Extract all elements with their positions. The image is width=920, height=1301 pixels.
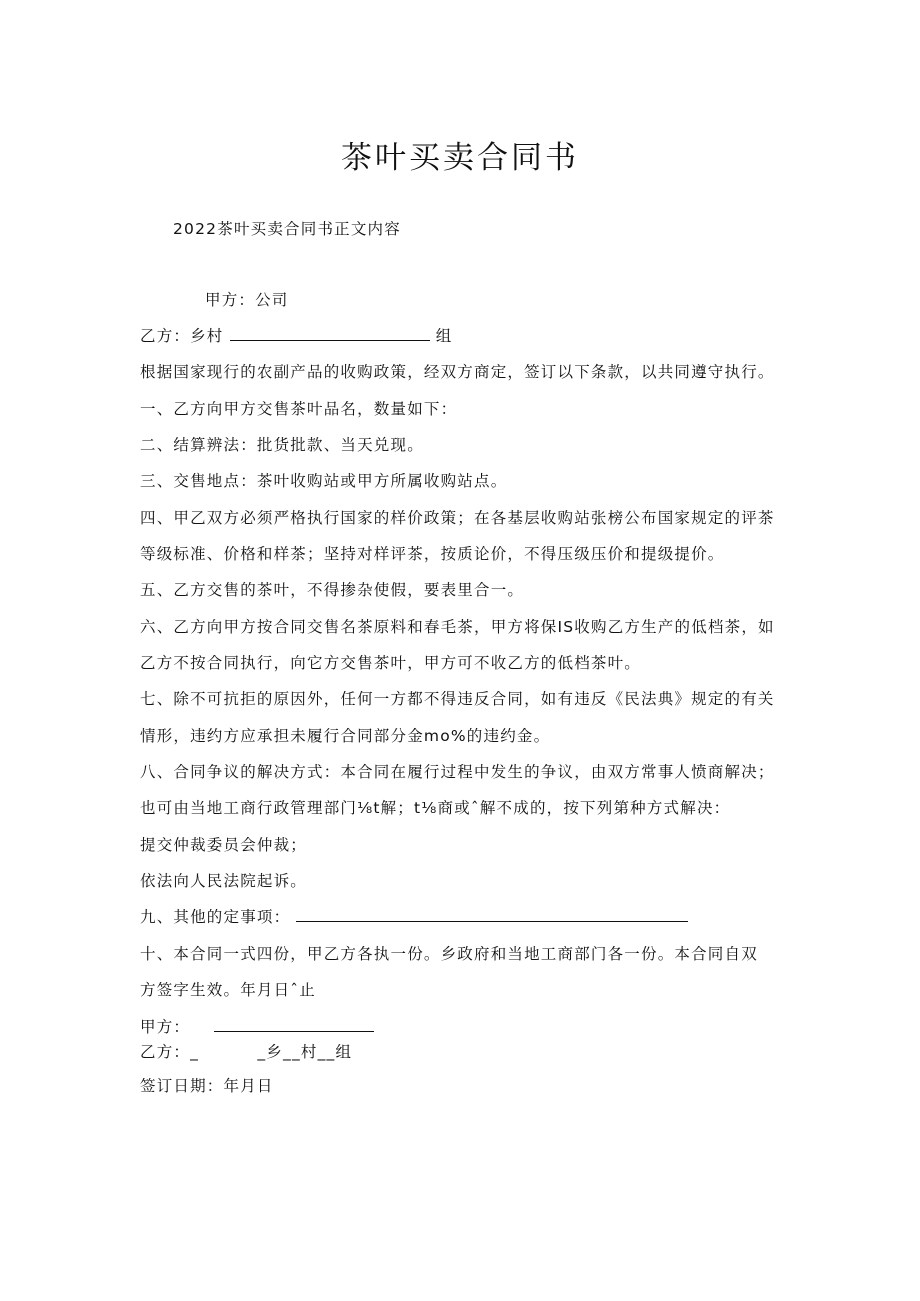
clause-4-line-1: 四、甲乙双方必须严格执行国家的样价政策；在各基层收购站张榜公布国家规定的评茶 [140, 509, 775, 527]
clause-9 [140, 907, 688, 927]
clause-8-option-2: 依法向人民法院起诉。 [140, 872, 308, 890]
document-title: 茶叶买卖合同书 [341, 140, 579, 176]
party-b-suffix: 组 [435, 327, 453, 345]
signature-party-b-location: _乡__村__组 [257, 1043, 353, 1061]
signature-party-a-label: 甲方： [140, 1018, 191, 1036]
clause-10-line-2: 方签字生效。年月日ˆ止 [140, 981, 316, 999]
signature-party-b-prefix: 乙方：_ [140, 1043, 200, 1061]
clause-8-option-1: 提交仲裁委员会仲裁； [140, 836, 308, 854]
clause-7-line-2: 情形，违约方应承担未履行合同部分金mo%的违约金。 [140, 727, 551, 745]
party-b-village-blank [230, 326, 430, 341]
clause-10-line-1: 十、本合同一式四份，甲乙方各执一份。乡政府和当地工商部门各一份。本合同自双 [140, 945, 758, 963]
clause-7-line-1: 七、除不可抗拒的原因外，任何一方都不得违反合同，如有违反《民法典》规定的有关 [140, 690, 775, 708]
intro-paragraph: 根据国家现行的农副产品的收购政策，经双方商定，签订以下条款，以共同遵守执行。 [140, 363, 775, 381]
signature-party-b [140, 1042, 352, 1062]
clause-1: 一、乙方向甲方交售茶叶品名，数量如下： [140, 400, 458, 418]
party-b-line [140, 326, 453, 346]
signing-date: 签订日期：年月日 [140, 1077, 274, 1095]
clause-9-label: 九、其他的定事项： [140, 908, 291, 926]
clause-6-line-2: 乙方不按合同执行，向它方交售茶叶，甲方可不收乙方的低档茶叶。 [140, 654, 642, 672]
clause-9-blank [296, 907, 688, 922]
clause-3: 三、交售地点：茶叶收购站或甲方所属收购站点。 [140, 472, 508, 490]
party-a-line: 甲方：公司 [205, 291, 289, 309]
clause-8-line-2: 也可由当地工商行政管理部门⅛t解；t⅛商或ˆ解不成的，按下列第种方式解决： [140, 799, 731, 817]
clause-4-line-2: 等级标准、价格和样茶；坚持对样评茶，按质论价，不得压级压价和提级提价。 [140, 545, 725, 563]
subtitle: 2022茶叶买卖合同书正文内容 [173, 220, 401, 238]
party-b-prefix: 乙方：乡村 [140, 327, 224, 345]
signature-party-a [140, 1017, 374, 1037]
clause-6-line-1: 六、乙方向甲方按合同交售名茶原料和春毛茶，甲方将保IS收购乙方生产的低档茶，如 [140, 618, 775, 636]
clause-5: 五、乙方交售的茶叶，不得掺杂使假，要表里合一。 [140, 581, 525, 599]
clause-8-line-1: 八、合同争议的解决方式：本合同在履行过程中发生的争议，由双方常事人愤商解决； [140, 763, 775, 781]
signature-party-a-blank [214, 1017, 374, 1032]
clause-2: 二、结算辨法：批货批款、当天兑现。 [140, 436, 424, 454]
